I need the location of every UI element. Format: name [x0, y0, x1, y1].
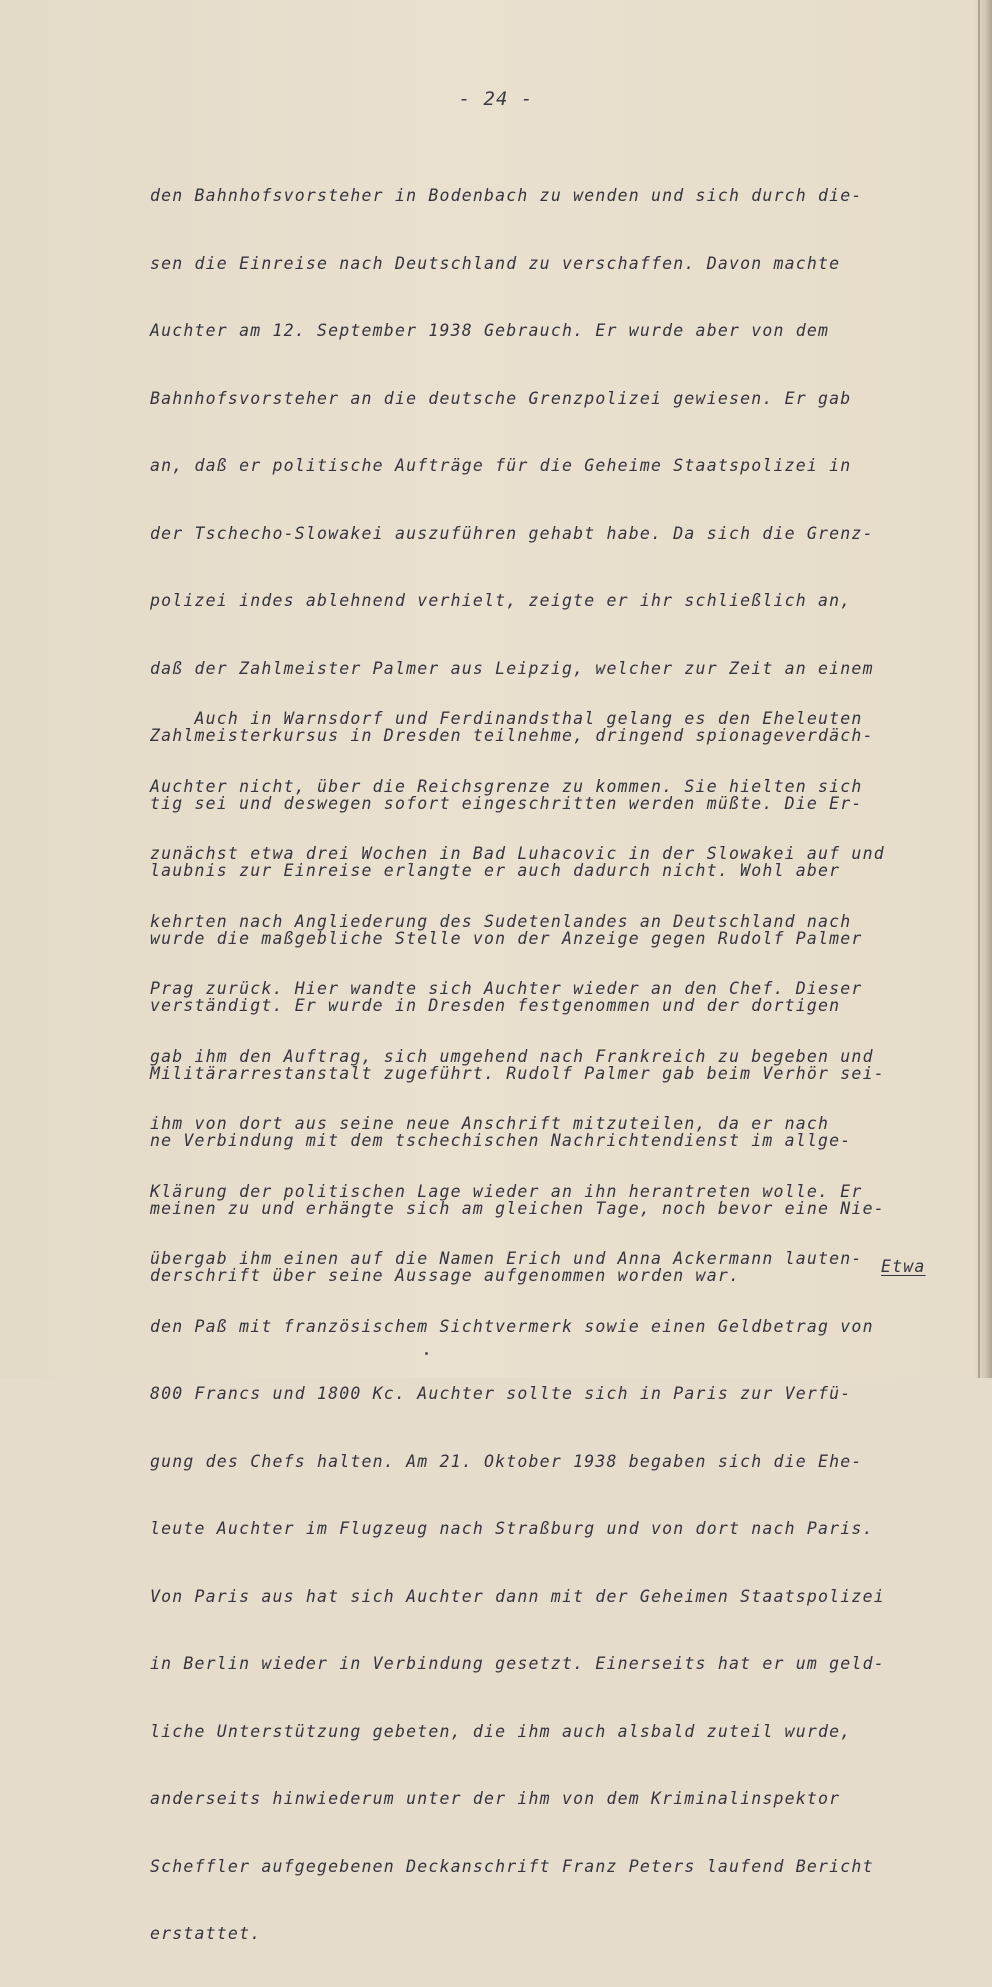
text-line: meinen zu und erhängte sich am gleichen Tage, noch bevor eine Nie-	[150, 1198, 885, 1218]
text-line: polizei indes ablehnend verhielt, zeigte er ihr schließlich an,	[150, 591, 852, 610]
page-number: - 24 -	[458, 88, 534, 110]
text-line: wurde die maßgebliche Stelle von der Anzeige gegen Rudolf Palmer	[150, 928, 863, 948]
paper-speck	[425, 1352, 428, 1355]
text-line: Militärarrestanstalt zugeführt. Rudolf Palmer gab beim Verhör sei-	[150, 1063, 885, 1083]
text-line: an, daß er politische Aufträge für die Geheime Staatspolizei in	[150, 456, 852, 475]
text-line: ne Verbindung mit dem tschechischen Nachrichtendienst im allge-	[150, 1131, 852, 1150]
text-line: daß der Zahlmeister Palmer aus Leipzig, welcher zur Zeit an einem	[150, 658, 874, 678]
text-line: Auch in Warnsdorf und Ferdinandsthal gelang es den Eheleuten	[150, 709, 863, 728]
catchword: Etwa	[881, 1257, 926, 1276]
text-line: Auchter am 12. September 1938 Gebrauch. Er wurde aber von dem	[150, 321, 830, 340]
text-line: in Berlin wieder in Verbindung gesetzt. Einerseits hat er um geld-	[150, 1654, 885, 1673]
text-line: Von Paris aus hat sich Auchter dann mit der Geheimen Staatspolizei	[150, 1586, 885, 1606]
paragraph-2	[150, 666, 970, 1987]
text-line: Klärung der politischen Lage wieder an ihn herantreten wolle. Er	[150, 1181, 863, 1201]
text-line: übergab ihm einen auf die Namen Erich und Anna Ackermann lauten-	[150, 1249, 863, 1268]
text-line: erstattet.	[150, 1924, 262, 1943]
text-line: leute Auchter im Flugzeug nach Straßburg und von dort nach Paris.	[150, 1519, 874, 1538]
text-line: den Bahnhofsvorsteher in Bodenbach zu wenden und sich durch die-	[150, 186, 863, 205]
text-line: der Tschecho-Slowakei auszuführen gehabt habe. Da sich die Grenz-	[150, 523, 874, 543]
text-line: laubnis zur Einreise erlangte er auch dadurch nicht. Wohl aber	[150, 861, 841, 880]
text-line: zunächst etwa drei Wochen in Bad Luhacovic in der Slowakei auf und	[150, 844, 885, 863]
text-line: Auchter nicht, über die Reichsgrenze zu kommen. Sie hielten sich	[150, 776, 863, 796]
text-line: anderseits hinwiederum unter der ihm von dem Kriminalinspektor	[150, 1789, 841, 1808]
text-line: derschrift über seine Aussage aufgenommen worden war.	[150, 1266, 741, 1285]
text-line: gab ihm den Auftrag, sich umgehend nach Frankreich zu begeben und	[150, 1046, 874, 1066]
text-line: tig sei und deswegen sofort eingeschritten werden müßte. Die Er-	[150, 793, 863, 813]
text-line: Bahnhofsvorsteher an die deutsche Grenzpolizei gewiesen. Er gab	[150, 388, 852, 408]
page-edge-shadow	[974, 0, 992, 1378]
text-line: Scheffler aufgegebenen Deckanschrift Franz Peters laufend Bericht	[150, 1856, 874, 1876]
text-line: 800 Francs und 1800 Kc. Auchter sollte sich in Paris zur Verfü-	[150, 1384, 852, 1403]
text-line: Zahlmeisterkursus in Dresden teilnehme, dringend spionageverdäch-	[150, 726, 874, 745]
text-line: den Paß mit französischem Sichtvermerk sowie einen Geldbetrag von	[150, 1316, 874, 1336]
text-line: Prag zurück. Hier wandte sich Auchter wieder an den Chef. Dieser	[150, 979, 863, 998]
page-edge-line	[978, 0, 980, 1378]
text-line: liche Unterstützung gebeten, die ihm auch alsbald zuteil wurde,	[150, 1721, 852, 1741]
text-line: ihm von dort aus seine neue Anschrift mitzuteilen, da er nach	[150, 1114, 830, 1133]
text-line: kehrten nach Angliederung des Sudetenlandes an Deutschland nach	[150, 911, 852, 931]
text-line: sen die Einreise nach Deutschland zu verschaffen. Davon machte	[150, 253, 841, 273]
text-line: verständigt. Er wurde in Dresden festgenommen und der dortigen	[150, 996, 841, 1015]
text-line: gung des Chefs halten. Am 21. Oktober 1938 begaben sich die Ehe-	[150, 1451, 863, 1471]
